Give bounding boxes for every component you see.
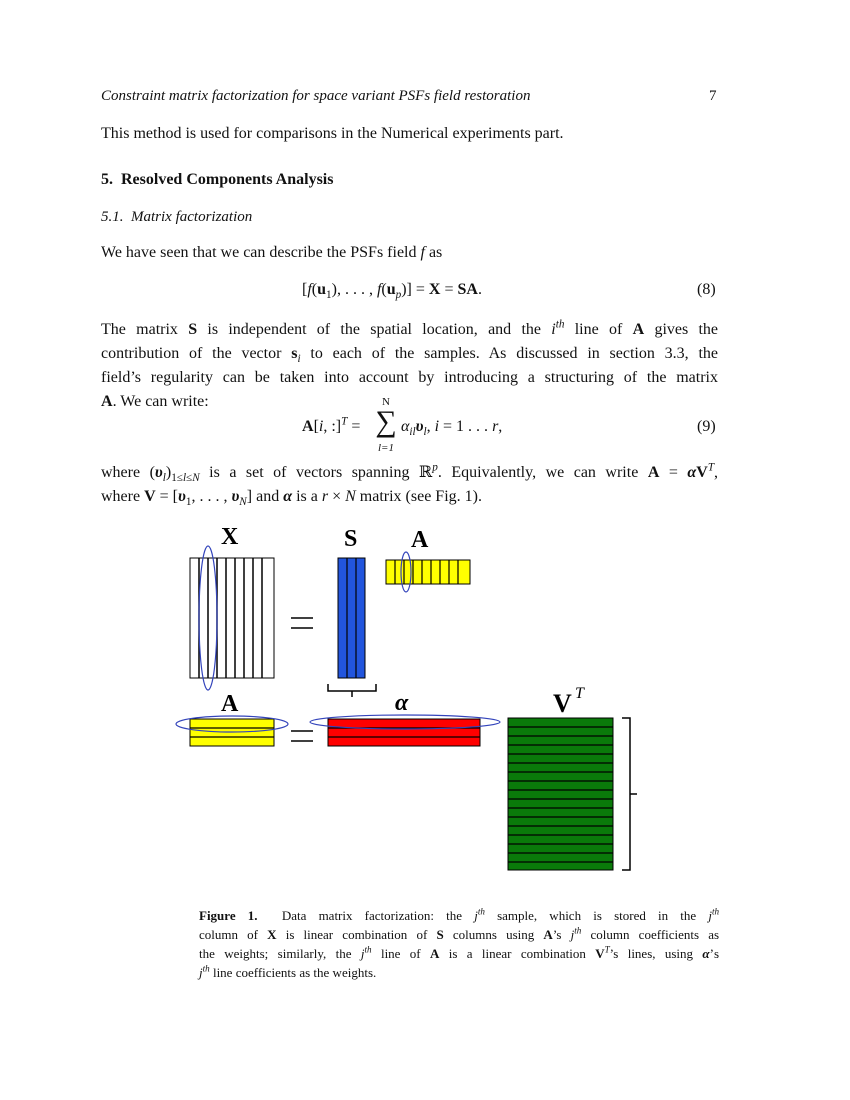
sum-symbol: ∑ (375, 405, 397, 438)
equation-9: A[i, :]$^T$ = (302, 415, 361, 435)
sum-lower-limit: l=1 (378, 442, 394, 454)
matrix-vt (508, 718, 637, 870)
equals-sign-bottom (291, 731, 313, 741)
matrix-a-bottom (176, 716, 288, 746)
section-number: 5. (101, 171, 113, 188)
label-a-top: A (411, 527, 429, 553)
equation-9-rhs: $\alpha_{il}\upsilon_l$, i = 1 . . . r, (401, 418, 503, 439)
label-vt-superscript: T (575, 685, 584, 702)
paragraph-3: where $(\upsilon_l)_{1\le l\le N}$ is a set of vectors spanning ℝ$^p$. Equivalently, we can write $A = \alpha V^T$, where $V = [\upsilon_1$, . . . , $\upsilon_N$] and α is a r × N matrix (see Fig. 1). (101, 461, 719, 509)
subsection-number: 5.1. (101, 209, 124, 225)
label-x: X (221, 524, 239, 550)
label-a-bottom: A (221, 691, 239, 717)
sum-upper-limit: N (382, 396, 390, 408)
figure-caption: Figure 1. Data matrix factorization: the $j^{th}$ sample, which is stored in the $j^{th}$ column of X is linear combination of S columns using A’s $j^{th}$ column coefficients as the weights; similarly, the $j^{th}$ line of A is a linear combination $V^T’s$ lines, using α’s $j^{th}$ line coefficients as the weights. (199, 906, 720, 980)
equation-9-number: (9) (697, 418, 716, 435)
matrix-alpha (310, 715, 500, 746)
page-number: 7 (709, 88, 717, 104)
label-alpha: α (395, 690, 409, 716)
intro-line: This method is used for comparisons in the Numerical experiments part. (101, 125, 564, 142)
section-title: Resolved Components Analysis (121, 171, 334, 188)
equals-sign-top (291, 618, 313, 628)
subsection-title: Matrix factorization (131, 209, 253, 225)
running-header-title: Constraint matrix factorization for space variant PSFs field restoration (101, 88, 531, 104)
equation-8: [$f(u_1)$, . . . , $f(u_p)] = X$ = SA. (302, 281, 482, 302)
label-s: S (344, 526, 358, 552)
matrix-s (328, 558, 376, 697)
paragraph-1: We have seen that we can describe the PSFs field f as (101, 244, 443, 261)
label-vt: V (553, 689, 572, 718)
matrix-a-top (386, 552, 470, 592)
equation-8-number: (8) (697, 281, 716, 298)
paragraph-2: The matrix S is independent of the spatial location, and the $i^{th}$ line of A gives the contribution of the vector $s_i$ to each of the samples. As discussed in section 3.3, the field’s regularity can be taken into account by introducing a structuring of the matrix A. We can write: (101, 318, 719, 410)
matrix-x (190, 546, 274, 690)
